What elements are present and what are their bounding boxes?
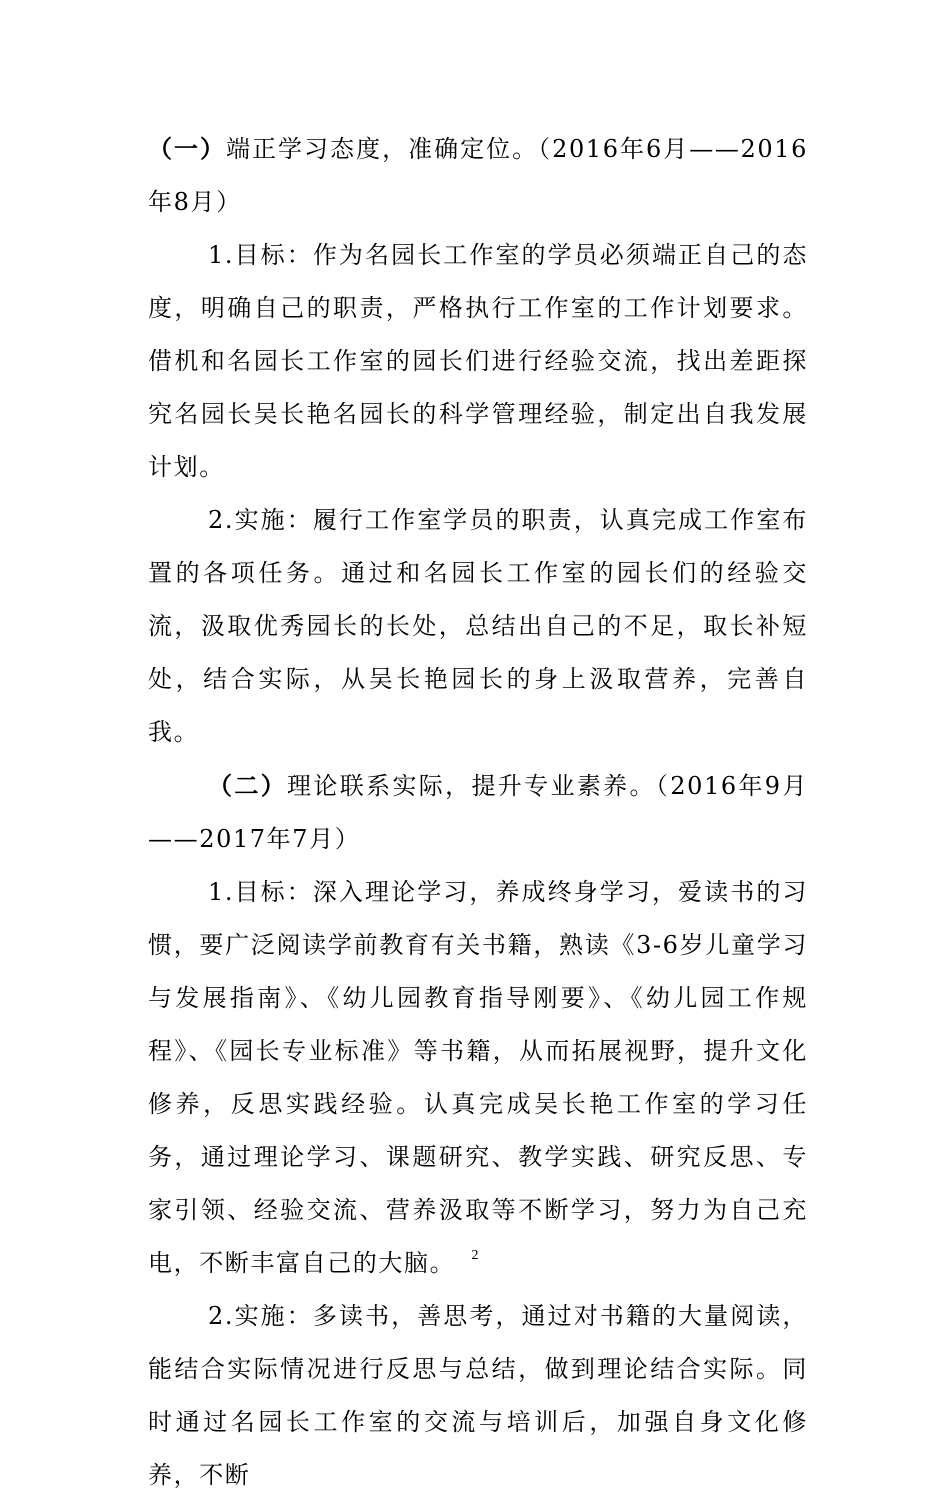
section-1-title: 端正学习态度，准确定位。（2016年6月——2016年8月） (148, 135, 808, 216)
section-1-heading (148, 122, 808, 229)
section-2-label: （二） (208, 771, 288, 800)
section-1-item-2: 2.实施：履行工作室学员的职责，认真完成工作室布置的各项任务。通过和名园长工作室的园长们的经验交流，汲取优秀园长的长处，总结出自己的不足，取长补短处，结合实际，从吴长艳园长的身上汲取营养，完善自我。 (148, 506, 808, 746)
document-body (148, 122, 808, 1502)
section-1-label: （一） (148, 134, 227, 163)
section-1-item-1: 1.目标：作为名园长工作室的学员必须端正自己的态度，明确自己的职责，严格执行工作室的工作计划要求。借机和名园长工作室的园长们进行经验交流，找出差距探究名园长吴长艳名园长的科学管理经验，制定出自我发展计划。 (148, 241, 808, 481)
section-2-title: 理论联系实际，提升专业素养。（2016年9月——2017年7月） (148, 772, 808, 853)
section-2-heading (148, 759, 808, 866)
page-number: 2 (471, 1248, 479, 1263)
section-2-item-1: 1.目标：深入理论学习，养成终身学习，爱读书的习惯，要广泛阅读学前教育有关书籍，熟读《3-6岁儿童学习与发展指南》、《幼儿园教育指导刚要》、《幼儿园工作规程》、《园长专业标准》等书籍，从而拓展视野，提升文化修养，反思实践经验。认真完成吴长艳工作室的学习任务，通过理论学习、课题研究、教学实践、研究反思、专家引领、经验交流、营养汲取等不断学习，努力为自己充电，不断丰富自己的大脑。 (148, 878, 808, 1277)
section-2-item-2: 2.实施：多读书，善思考，通过对书籍的大量阅读，能结合实际情况进行反思与总结，做到理论结合实际。同时通过名园长工作室的交流与培训后，加强自身文化修养，不断 (148, 1302, 808, 1489)
